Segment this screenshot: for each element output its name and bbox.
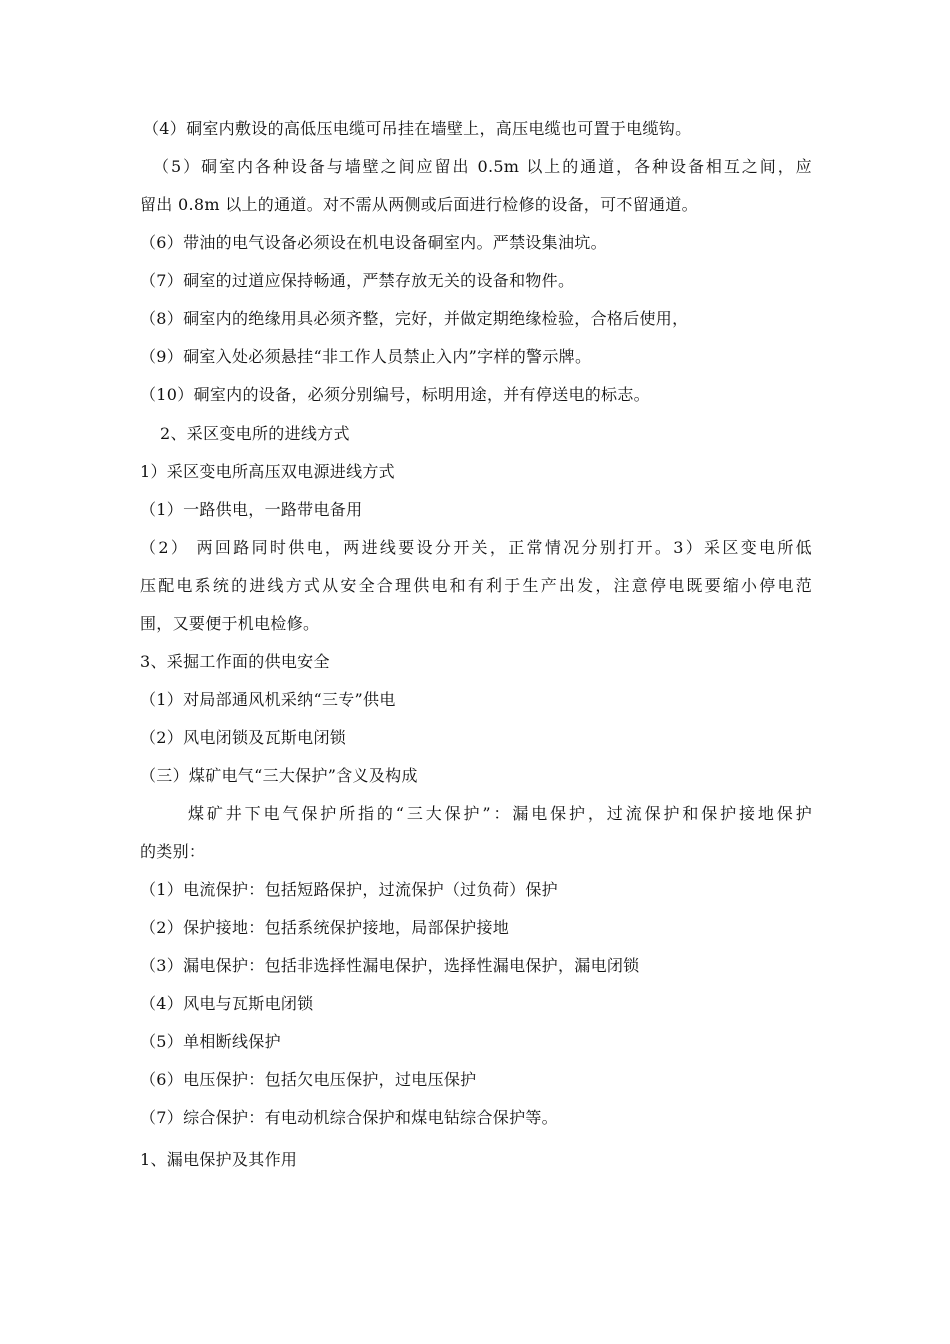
paragraph-item-10: （10）硐室内的设备，必须分别编号，标明用途，并有停送电的标志。: [140, 385, 650, 404]
section-heading-leakage: 1、漏电保护及其作用: [140, 1150, 298, 1169]
protection-item-1: （1）电流保护：包括短路保护，过流保护（过负荷）保护: [140, 880, 558, 899]
list-item-interlock: （2）风电闭锁及瓦斯电闭锁: [140, 728, 347, 747]
intro-paragraph-line2: 的类别：: [140, 842, 206, 861]
paragraph-item-9: （9）硐室入处必须悬挂“非工作人员禁止入内”字样的警示牌。: [140, 347, 592, 366]
list-item-2-line1: （2） 两回路同时供电，两进线要设分开关，正常情况分别打开。3）采区变电所低: [140, 538, 812, 557]
protection-item-4: （4）风电与瓦斯电闭锁: [140, 994, 314, 1013]
section-heading-2: 2、采区变电所的进线方式: [160, 424, 350, 443]
list-item-2-line3: 围，又要便于机电检修。: [140, 614, 320, 633]
protection-item-2: （2）保护接地：包括系统保护接地，局部保护接地: [140, 918, 510, 937]
section-heading-3: 3、采掘工作面的供电安全: [140, 652, 330, 671]
paragraph-item-4: （4）硐室内敷设的高低压电缆可吊挂在墙壁上，高压电缆也可置于电缆钩。: [143, 119, 692, 138]
intro-paragraph-line1: 煤矿井下电气保护所指的“三大保护”：漏电保护，过流保护和保护接地保护: [188, 804, 812, 823]
paragraph-item-8: （8）硐室内的绝缘用具必须齐整，完好，并做定期绝缘检验，合格后使用，: [140, 309, 689, 328]
list-item-1: （1）一路供电，一路带电备用: [140, 500, 363, 519]
paragraph-item-5-line1: （5）硐室内各种设备与墙壁之间应留出 0.5m 以上的通道，各种设备相互之间，应: [153, 157, 812, 176]
paragraph-item-5-line2: 留出 0.8m 以上的通道。对不需从两侧或后面进行检修的设备，可不留通道。: [140, 195, 698, 214]
list-item-ventilation: （1）对局部通风机采纳“三专”供电: [140, 690, 396, 709]
protection-item-5: （5）单相断线保护: [140, 1032, 281, 1051]
section-heading-three-protections: （三）煤矿电气“三大保护”含义及构成: [140, 766, 418, 785]
protection-item-7: （7）综合保护：有电动机综合保护和煤电钻综合保护等。: [140, 1108, 558, 1127]
paragraph-item-7: （7）硐室的过道应保持畅通，严禁存放无关的设备和物件。: [140, 271, 575, 290]
subsection-heading-1: 1）采区变电所高压双电源进线方式: [140, 462, 395, 481]
list-item-2-line2: 压配电系统的进线方式从安全合理供电和有利于生产出发，注意停电既要缩小停电范: [140, 576, 812, 595]
paragraph-item-6: （6）带油的电气设备必须设在机电设备硐室内。严禁设集油坑。: [140, 233, 607, 252]
protection-item-6: （6）电压保护：包括欠电压保护，过电压保护: [140, 1070, 477, 1089]
protection-item-3: （3）漏电保护：包括非选择性漏电保护，选择性漏电保护，漏电闭锁: [140, 956, 640, 975]
